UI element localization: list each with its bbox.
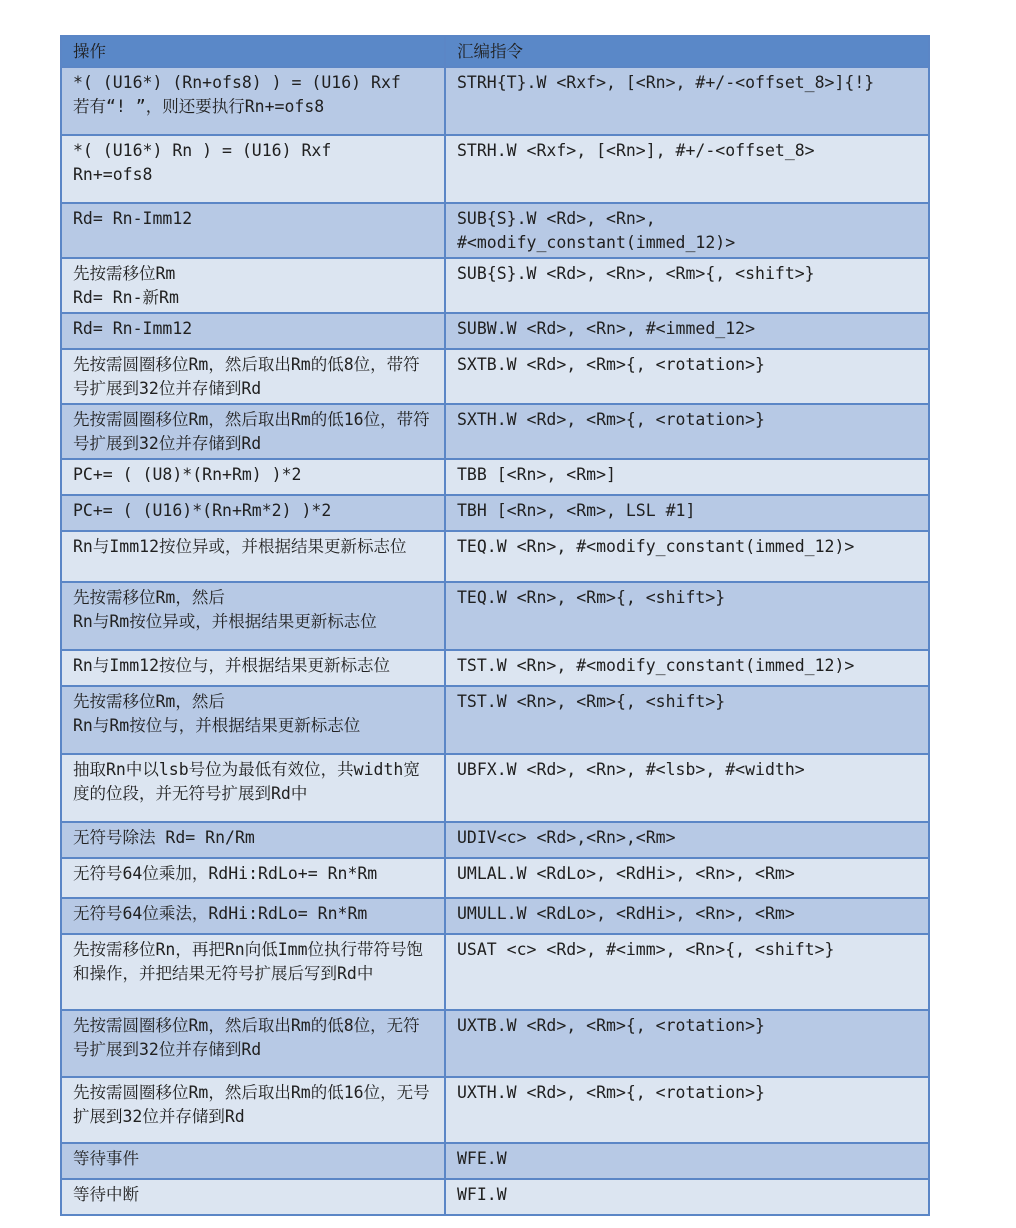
table-row	[61, 898, 929, 934]
assembly-cell: TEQ.W <Rn>, <Rm>{, <shift>}	[445, 582, 929, 650]
assembly-cell: TEQ.W <Rn>, #<modify_constant(immed_12)>	[445, 531, 929, 582]
operation-cell: 无符号64位乘法，RdHi:RdLo= Rn*Rm	[61, 898, 445, 934]
assembly-cell: UXTH.W <Rd>, <Rm>{, <rotation>}	[445, 1077, 929, 1143]
assembly-cell: SUB{S}.W <Rd>, <Rn>, #<modify_constant(immed_12)>	[445, 203, 929, 258]
table-body	[61, 67, 929, 1215]
operation-cell: 先按需移位Rm，然后 Rn与Rm按位与，并根据结果更新标志位	[61, 686, 445, 754]
assembly-cell: TST.W <Rn>, <Rm>{, <shift>}	[445, 686, 929, 754]
assembly-cell: TST.W <Rn>, #<modify_constant(immed_12)>	[445, 650, 929, 686]
table-row	[61, 203, 929, 258]
instruction-table	[60, 35, 930, 1216]
table-row	[61, 1010, 929, 1077]
operation-cell: Rn与Imm12按位与，并根据结果更新标志位	[61, 650, 445, 686]
assembly-cell: TBH [<Rn>, <Rm>, LSL #1]	[445, 495, 929, 531]
operation-cell: 先按需圆圈移位Rm，然后取出Rm的低16位，无号扩展到32位并存储到Rd	[61, 1077, 445, 1143]
assembly-cell: SXTB.W <Rd>, <Rm>{, <rotation>}	[445, 349, 929, 404]
assembly-cell: SUB{S}.W <Rd>, <Rn>, <Rm>{, <shift>}	[445, 258, 929, 313]
table-row	[61, 686, 929, 754]
table-row	[61, 1143, 929, 1179]
operation-cell: 先按需圆圈移位Rm，然后取出Rm的低8位，带符号扩展到32位并存储到Rd	[61, 349, 445, 404]
table-row	[61, 1077, 929, 1143]
table-row	[61, 459, 929, 495]
operation-cell: Rn与Imm12按位异或，并根据结果更新标志位	[61, 531, 445, 582]
operation-cell: 先按需移位Rn，再把Rn向低Imm位执行带符号饱和操作，并把结果无符号扩展后写到Rd中	[61, 934, 445, 1010]
assembly-cell: SXTH.W <Rd>, <Rm>{, <rotation>}	[445, 404, 929, 459]
table-row	[61, 754, 929, 822]
table-row	[61, 349, 929, 404]
assembly-cell: WFE.W	[445, 1143, 929, 1179]
assembly-cell: UMULL.W <RdLo>, <RdHi>, <Rn>, <Rm>	[445, 898, 929, 934]
operation-cell: Rd= Rn-Imm12	[61, 203, 445, 258]
header-assembly: 汇编指令	[445, 36, 929, 67]
operation-cell: 先按需移位Rm，然后 Rn与Rm按位异或，并根据结果更新标志位	[61, 582, 445, 650]
table-row	[61, 313, 929, 349]
operation-cell: 等待事件	[61, 1143, 445, 1179]
assembly-cell: SUBW.W <Rd>, <Rn>, #<immed_12>	[445, 313, 929, 349]
table-row	[61, 135, 929, 203]
assembly-cell: UXTB.W <Rd>, <Rm>{, <rotation>}	[445, 1010, 929, 1077]
assembly-cell: STRH.W <Rxf>, [<Rn>], #+/-<offset_8>	[445, 135, 929, 203]
header-operation: 操作	[61, 36, 445, 67]
table-row	[61, 1179, 929, 1215]
table-row	[61, 404, 929, 459]
table-row	[61, 934, 929, 1010]
assembly-cell: WFI.W	[445, 1179, 929, 1215]
operation-cell: 先按需移位Rm Rd= Rn-新Rm	[61, 258, 445, 313]
table-header-row	[61, 36, 929, 67]
table-row	[61, 582, 929, 650]
operation-cell: Rd= Rn-Imm12	[61, 313, 445, 349]
table-row	[61, 858, 929, 898]
assembly-cell: USAT <c> <Rd>, #<imm>, <Rn>{, <shift>}	[445, 934, 929, 1010]
operation-cell: 抽取Rn中以lsb号位为最低有效位，共width宽度的位段，并无符号扩展到Rd中	[61, 754, 445, 822]
table-row	[61, 495, 929, 531]
operation-cell: *( (U16*) (Rn+ofs8) ) = (U16) Rxf 若有“! ”，则还要执行Rn+=ofs8	[61, 67, 445, 135]
assembly-cell: UBFX.W <Rd>, <Rn>, #<lsb>, #<width>	[445, 754, 929, 822]
operation-cell: PC+= ( (U8)*(Rn+Rm) )*2	[61, 459, 445, 495]
table-row	[61, 531, 929, 582]
operation-cell: 先按需圆圈移位Rm，然后取出Rm的低16位，带符号扩展到32位并存储到Rd	[61, 404, 445, 459]
operation-cell: 无符号64位乘加，RdHi:RdLo+= Rn*Rm	[61, 858, 445, 898]
operation-cell: *( (U16*) Rn ) = (U16) Rxf Rn+=ofs8	[61, 135, 445, 203]
assembly-cell: UDIV<c> <Rd>,<Rn>,<Rm>	[445, 822, 929, 858]
table-row	[61, 822, 929, 858]
assembly-cell: TBB [<Rn>, <Rm>]	[445, 459, 929, 495]
table-row	[61, 67, 929, 135]
table-row	[61, 258, 929, 313]
assembly-cell: STRH{T}.W <Rxf>, [<Rn>, #+/-<offset_8>]{!}	[445, 67, 929, 135]
operation-cell: 无符号除法 Rd= Rn/Rm	[61, 822, 445, 858]
table-row	[61, 650, 929, 686]
assembly-cell: UMLAL.W <RdLo>, <RdHi>, <Rn>, <Rm>	[445, 858, 929, 898]
operation-cell: 等待中断	[61, 1179, 445, 1215]
operation-cell: PC+= ( (U16)*(Rn+Rm*2) )*2	[61, 495, 445, 531]
operation-cell: 先按需圆圈移位Rm，然后取出Rm的低8位，无符号扩展到32位并存储到Rd	[61, 1010, 445, 1077]
